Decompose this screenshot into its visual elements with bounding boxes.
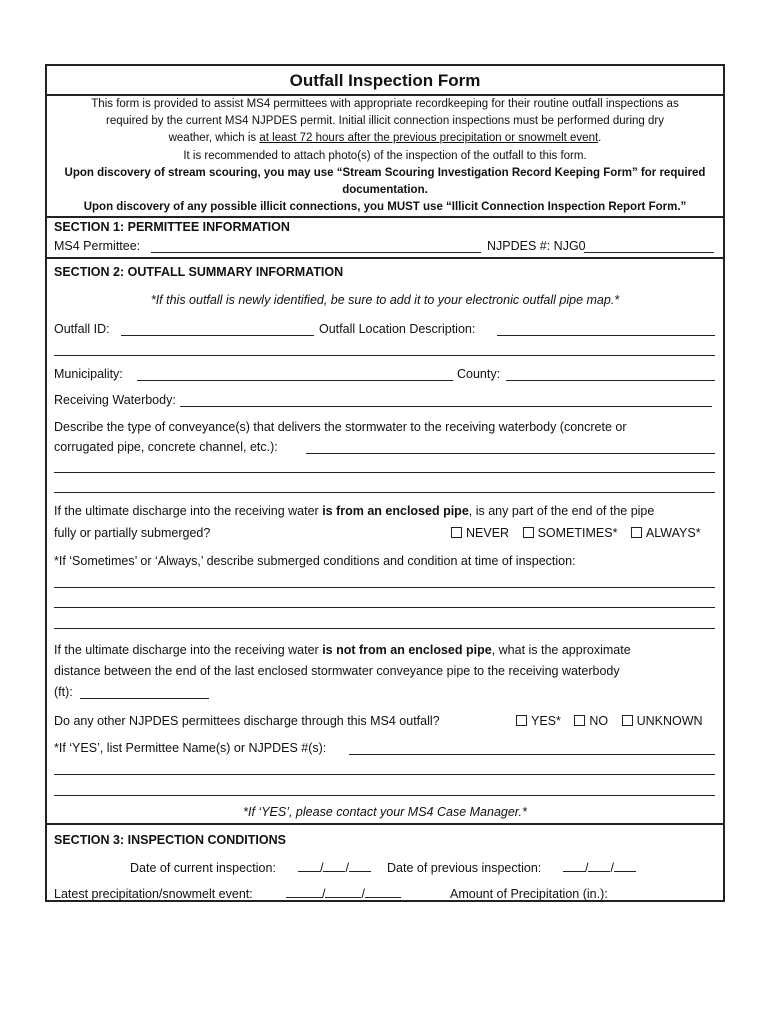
receiving-waterbody-field[interactable] xyxy=(180,406,712,407)
not-enclosed-question-line-2: distance between the end of the last enclosed stormwater conveyance pipe to the receiving waterbody xyxy=(54,664,620,678)
not-enclosed-question xyxy=(54,642,631,658)
submerged-options xyxy=(451,525,701,541)
previous-inspection-date-label: Date of previous inspection: xyxy=(387,861,542,875)
permittee-list-field-2[interactable] xyxy=(54,774,715,775)
not-enclosed-question-start: If the ultimate discharge into the receiving water xyxy=(54,643,323,657)
latest-precipitation-date-field[interactable] xyxy=(286,886,401,902)
distance-ft-field[interactable] xyxy=(80,698,209,699)
previous-day-field[interactable] xyxy=(588,860,610,872)
enclosed-pipe-question-line-2: fully or partially submerged? xyxy=(54,526,211,540)
intro-line-4: It is recommended to attach photo(s) of the inspection of the outfall to this form. xyxy=(183,150,587,162)
current-inspection-date-label: Date of current inspection: xyxy=(130,861,276,875)
current-year-field[interactable] xyxy=(349,860,371,872)
enclosed-pipe-question-end: , is any part of the end of the pipe xyxy=(468,504,655,518)
latest-month-field[interactable] xyxy=(286,886,322,898)
intro-line-5: Upon discovery of stream scouring, you may use “Stream Scouring Investigation Record Keeping Form” for required xyxy=(64,167,706,179)
outfall-location-field[interactable] xyxy=(497,335,715,336)
contact-case-manager-note: *If ‘YES’, please contact your MS4 Case Manager.* xyxy=(243,805,527,819)
enclosed-pipe-question xyxy=(54,503,654,519)
yes-option-label: YES* xyxy=(531,714,561,728)
date-slash: / xyxy=(610,861,614,875)
outfall-location-field-line-2[interactable] xyxy=(54,355,715,356)
njpdes-field[interactable] xyxy=(584,252,714,253)
current-inspection-date-field[interactable] xyxy=(298,860,371,876)
permittee-list-label: *If ‘YES’, list Permittee Name(s) or NJPDES #(s): xyxy=(54,741,327,755)
conveyance-field-line-3[interactable] xyxy=(54,492,715,493)
date-slash: / xyxy=(322,887,326,901)
intro-line-3 xyxy=(47,130,723,147)
not-enclosed-question-end: , what is the approximate xyxy=(491,643,631,657)
permittee-list-field-3[interactable] xyxy=(54,795,715,796)
unknown-option-label: UNKNOWN xyxy=(636,714,703,728)
distance-ft-label: (ft): xyxy=(54,685,73,699)
submerged-conditions-field-2[interactable] xyxy=(54,607,715,608)
submerged-conditions-note: *If ‘Sometimes’ or ‘Always,’ describe submerged conditions and condition at time of inspection: xyxy=(54,554,576,568)
form-title: Outfall Inspection Form xyxy=(289,71,481,90)
precipitation-amount-label: Amount of Precipitation (in.): xyxy=(450,887,608,901)
enclosed-pipe-emphasis: is from an enclosed pipe xyxy=(322,504,469,518)
outfall-id-field[interactable] xyxy=(121,335,314,336)
municipality-field[interactable] xyxy=(137,380,453,381)
date-slash: / xyxy=(345,861,349,875)
previous-inspection-date-field[interactable] xyxy=(563,860,636,876)
outfall-inspection-form xyxy=(45,64,725,902)
conveyance-field-line-2[interactable] xyxy=(54,472,715,473)
intro-line-2: required by the current MS4 NJPDES permit. Initial illicit connection inspections must be performed during dry xyxy=(106,115,664,127)
submerged-conditions-field-1[interactable] xyxy=(54,587,715,588)
conveyance-field[interactable] xyxy=(306,453,715,454)
divider xyxy=(47,216,723,218)
yes-checkbox[interactable] xyxy=(516,715,527,726)
outfall-location-label: Outfall Location Description: xyxy=(319,322,476,336)
no-option-label: NO xyxy=(589,714,609,728)
date-slash: / xyxy=(585,861,589,875)
intro-line-3-end: . xyxy=(598,132,602,144)
section3-heading: SECTION 3: INSPECTION CONDITIONS xyxy=(54,833,286,847)
other-permittees-question: Do any other NJPDES permittees discharge through this MS4 outfall? xyxy=(54,714,440,728)
outfall-id-label: Outfall ID: xyxy=(54,322,110,336)
current-month-field[interactable] xyxy=(298,860,320,872)
precipitation-amount-field[interactable] xyxy=(635,900,715,901)
always-checkbox[interactable] xyxy=(631,527,642,538)
never-option-label: NEVER xyxy=(466,526,510,540)
section2-heading: SECTION 2: OUTFALL SUMMARY INFORMATION xyxy=(54,265,344,279)
county-field[interactable] xyxy=(506,380,715,381)
intro-line-6: documentation. xyxy=(342,184,428,196)
other-permittees-options xyxy=(516,713,703,729)
current-day-field[interactable] xyxy=(323,860,345,872)
date-slash: / xyxy=(361,887,365,901)
ms4-permittee-field[interactable] xyxy=(151,252,481,253)
divider xyxy=(47,257,723,259)
previous-month-field[interactable] xyxy=(563,860,585,872)
receiving-waterbody-label: Receiving Waterbody: xyxy=(54,393,176,407)
latest-day-field[interactable] xyxy=(325,886,361,898)
enclosed-pipe-question-start: If the ultimate discharge into the receiving water xyxy=(54,504,323,518)
new-outfall-note: *If this outfall is newly identified, be sure to add it to your electronic outfall pipe map.* xyxy=(150,293,620,307)
divider xyxy=(47,823,723,825)
ms4-permittee-label: MS4 Permittee: xyxy=(54,239,141,253)
latest-precipitation-label: Latest precipitation/snowmelt event: xyxy=(54,887,253,901)
conveyance-question-line-1: Describe the type of conveyance(s) that delivers the stormwater to the receiving waterbody (concrete or xyxy=(54,420,627,434)
intro-line-1: This form is provided to assist MS4 permittees with appropriate recordkeeping for their routine outfall inspections as xyxy=(91,98,679,110)
latest-year-field[interactable] xyxy=(365,886,401,898)
county-label: County: xyxy=(457,367,501,381)
section1-heading: SECTION 1: PERMITTEE INFORMATION xyxy=(54,220,290,234)
permittee-list-field[interactable] xyxy=(349,754,715,755)
always-option-label: ALWAYS* xyxy=(645,526,701,540)
conveyance-question-line-2: corrugated pipe, concrete channel, etc.): xyxy=(54,440,278,454)
no-checkbox[interactable] xyxy=(574,715,585,726)
intro-line-7: Upon discovery of any possible illicit connections, you MUST use “Illicit Connection Inspection Report Form.” xyxy=(83,201,687,213)
unknown-checkbox[interactable] xyxy=(622,715,633,726)
submerged-conditions-field-3[interactable] xyxy=(54,628,715,629)
municipality-label: Municipality: xyxy=(54,367,123,381)
njpdes-label: NJPDES #: NJG0 xyxy=(487,239,586,253)
sometimes-option-label: SOMETIMES* xyxy=(537,526,618,540)
sometimes-checkbox[interactable] xyxy=(523,527,534,538)
intro-underlined-text: at least 72 hours after the previous precipitation or snowmelt event xyxy=(259,132,599,144)
never-checkbox[interactable] xyxy=(451,527,462,538)
not-enclosed-emphasis: is not from an enclosed pipe xyxy=(322,643,492,657)
previous-year-field[interactable] xyxy=(614,860,636,872)
date-slash: / xyxy=(320,861,324,875)
intro-line-3-text: weather, which is xyxy=(168,132,260,144)
